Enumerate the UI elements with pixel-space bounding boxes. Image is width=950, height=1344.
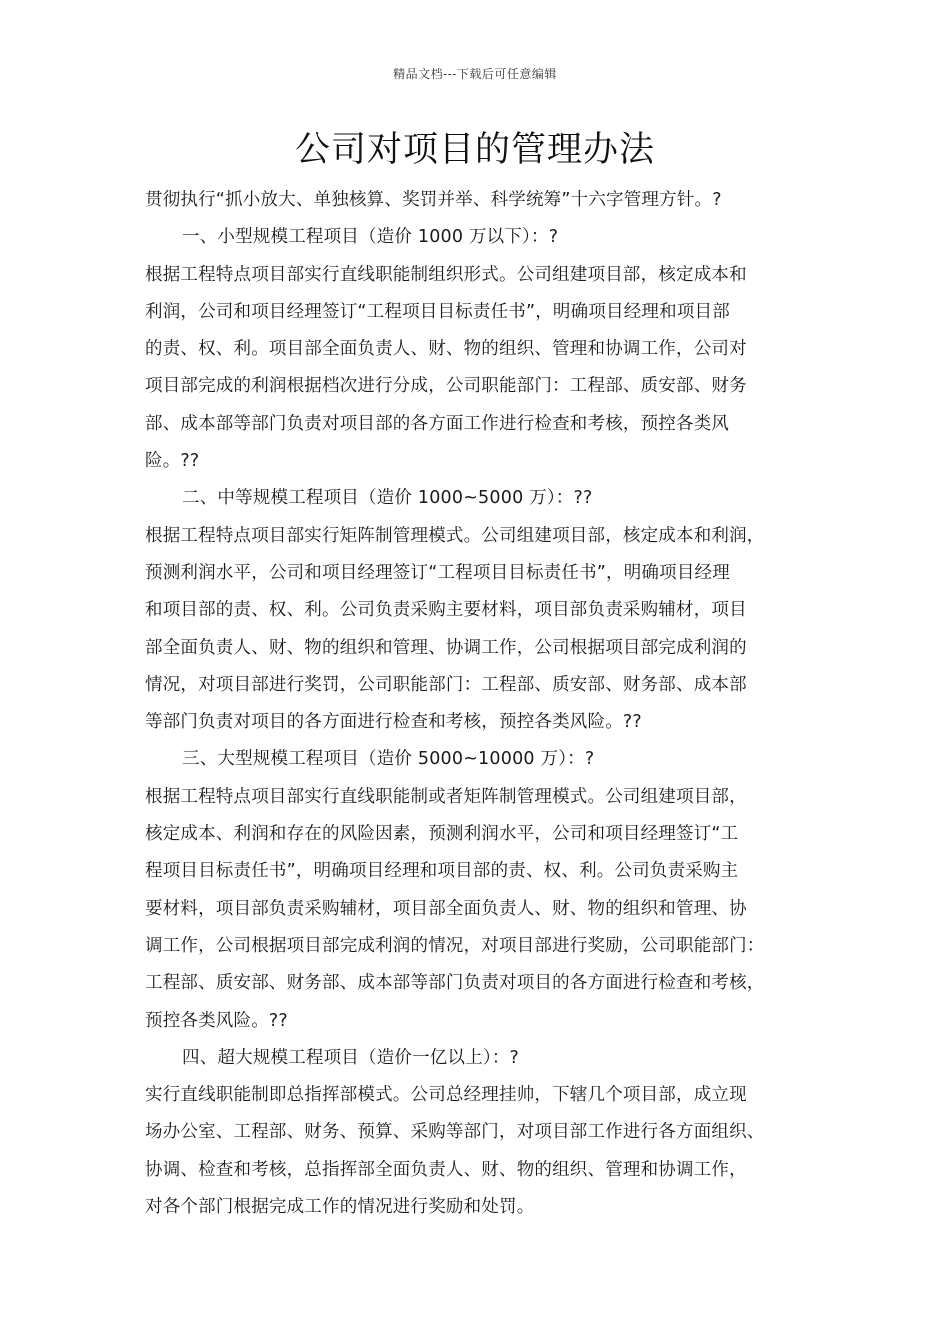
- paragraph-line: 根据工程特点项目部实行直线职能制组织形式。公司组建项目部，核定成本和: [145, 264, 747, 285]
- paragraph-line: 贯彻执行“抓小放大、单独核算、奖罚并举、科学统筹”十六字管理方针。?: [145, 190, 722, 210]
- paragraph-line: 调工作，公司根据项目部完成利润的情况，对项目部进行奖励，公司职能部门：: [145, 935, 765, 956]
- section-heading: 四、超大规模工程项目（造价一亿以上）：?: [182, 1047, 520, 1068]
- section-heading: 三、大型规模工程项目（造价 5000~10000 万）：?: [182, 749, 595, 770]
- paragraph-line: 根据工程特点项目部实行矩阵制管理模式。公司组建项目部，核定成本和利润，: [145, 525, 765, 546]
- paragraph-line: 对各个部门根据完成工作的情况进行奖励和处罚。: [145, 1197, 535, 1218]
- paragraph-line: 要材料，项目部负责采购辅材，项目部全面负责人、财、物的组织和管理、协: [145, 898, 747, 919]
- paragraph-line: 的责、权、利。项目部全面负责人、财、物的组织、管理和协调工作，公司对: [145, 339, 747, 360]
- paragraph-line: 预控各类风险。??: [145, 1010, 288, 1031]
- header-note: 精品文档---下载后可任意编辑: [393, 67, 557, 81]
- paragraph-line: 部全面负责人、财、物的组织和管理、协调工作，公司根据项目部完成利润的: [145, 637, 747, 658]
- document-body: [145, 182, 810, 1226]
- paragraph-line: 协调、检查和考核，总指挥部全面负责人、财、物的组织、管理和协调工作，: [145, 1159, 747, 1180]
- paragraph-line: 工程部、质安部、财务部、成本部等部门负责对项目的各方面进行检查和考核，: [145, 973, 765, 994]
- paragraph-line: 利润，公司和项目经理签订“工程项目目标责任书”，明确项目经理和项目部: [145, 301, 730, 322]
- paragraph-line: 核定成本、利润和存在的风险因素，预测利润水平，公司和项目经理签订“工: [145, 824, 739, 845]
- paragraph-line: 险。??: [145, 451, 200, 472]
- paragraph-line: 和项目部的责、权、利。公司负责采购主要材料，项目部负责采购辅材，项目: [145, 600, 747, 621]
- paragraph-line: 部、成本部等部门负责对项目部的各方面工作进行检查和考核，预控各类风: [145, 413, 730, 434]
- section-heading: 二、中等规模工程项目（造价 1000~5000 万）：??: [182, 488, 593, 509]
- document-title: 公司对项目的管理办法: [294, 130, 655, 170]
- paragraph-line: 根据工程特点项目部实行直线职能制或者矩阵制管理模式。公司组建项目部，: [145, 786, 747, 807]
- paragraph-line: 实行直线职能制即总指挥部模式。公司总经理挂帅，下辖几个项目部，成立现: [145, 1085, 747, 1106]
- paragraph-line: 情况，对项目部进行奖罚，公司职能部门：工程部、质安部、财务部、成本部: [145, 674, 747, 695]
- paragraph-line: 预测利润水平，公司和项目经理签订“工程项目目标责任书”，明确项目经理: [145, 562, 730, 583]
- paragraph-line: 等部门负责对项目的各方面进行检查和考核，预控各类风险。??: [145, 712, 642, 733]
- section-heading: 一、小型规模工程项目（造价 1000 万以下）：?: [182, 227, 559, 248]
- paragraph-line: 场办公室、工程部、财务、预算、采购等部门，对项目部工作进行各方面组织、: [145, 1122, 765, 1143]
- paragraph-line: 程项目目标责任书”，明确项目经理和项目部的责、权、利。公司负责采购主: [145, 861, 739, 882]
- paragraph-line: 项目部完成的利润根据档次进行分成，公司职能部门：工程部、质安部、财务: [145, 376, 747, 397]
